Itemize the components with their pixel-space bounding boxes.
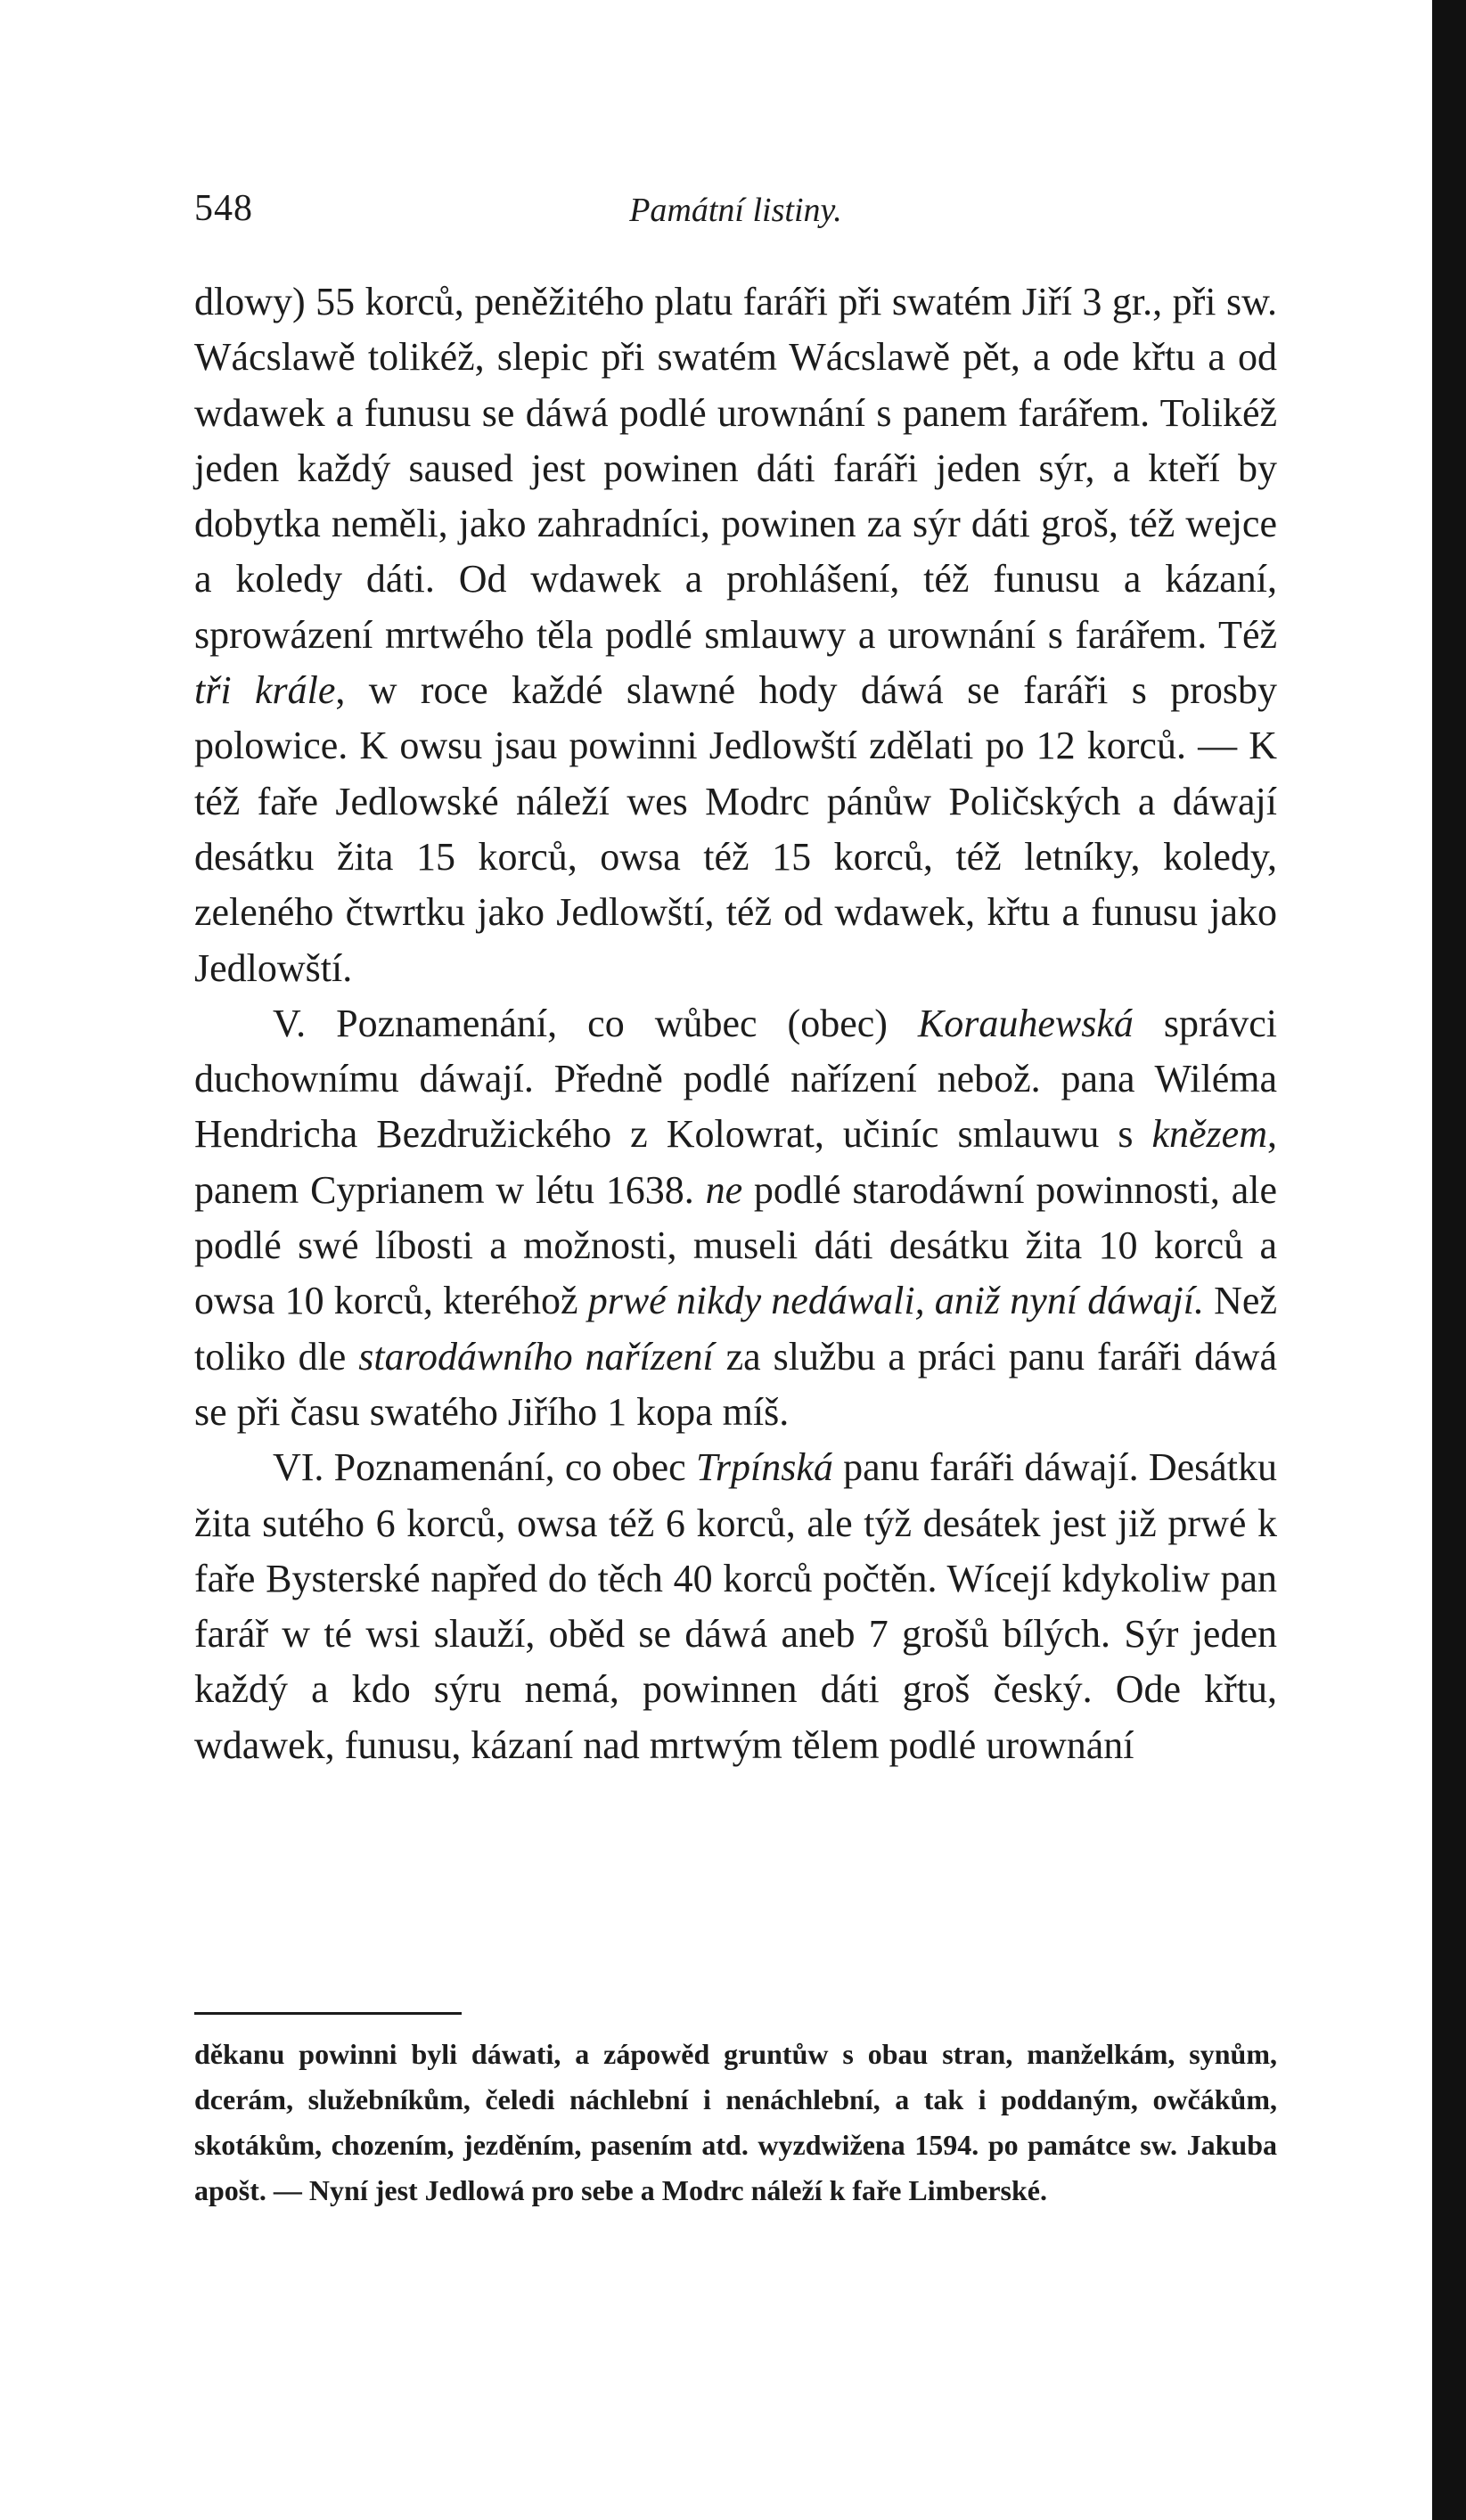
text-run: panu faráři dáwají. Desátku žita sutého 6 korců, owsa též 6 korců, ale týž desátek jest již prwé k faře Bysterské napřed do těch 40 korců počtěn. Wícejí kdykoliw pan farář w té wsi slauží, oběd se dáwá aneb 7 grošů bílých. Sýr jeden každý a kdo sýru nemá, powinnen dáti groš český. Ode křtu, wdawek, funusu, kázaní nad mrtwým tělem podlé urownání — [194, 1445, 1277, 1767]
text-run: V. Poznamenání, co wůbec (obec) — [273, 1001, 918, 1045]
text-run: za službu a práci panu faráři dáwá se při času swatého Jiřího 1 kopa míš. — [194, 1334, 1277, 1434]
text-run: , panem Cyprianem w létu 1638. — [194, 1112, 1277, 1212]
footnote-text: děkanu powinni byli dáwati, a zápowěd gruntůw s obau stran, manželkám, synům, dcerám, služebníkům, čeledi náchlební i nenáchlební, a tak i poddaným, owčákům, skotákům, chozením, jezděním, pasením atd. wyzdwižena 1594. po památce sw. Jakuba apošt. — Nyní jest Jedlowá pro sebe a Modrc náleží k faře Limberské. — [194, 2038, 1277, 2206]
italic-text-run: prwé nikdy nedáwali, aniž nyní dáwají. — [587, 1279, 1204, 1323]
italic-text-run: starodáwního nařízení — [358, 1334, 714, 1379]
footnote-rule — [194, 2012, 462, 2015]
italic-text-run: ne — [705, 1167, 743, 1212]
text-run: podlé starodáwní powinnosti, ale podlé swé líbosti a možnosti, museli dáti desátku žita 10 korců a owsa 10 korců, kteréhož — [194, 1167, 1277, 1323]
running-title: Památní listiny. — [629, 192, 842, 229]
page-edge — [1432, 0, 1466, 2520]
italic-text-run: Korauhewská — [917, 1001, 1134, 1045]
text-run: Než toliko dle — [194, 1279, 1277, 1379]
text-run: správci duchownímu dáwají. Předně podlé nařízení nebož. pana Wiléma Hendricha Bezdružického z Kolowrat, učiníc smlauwu s — [194, 1001, 1277, 1157]
text-run: , w roce každé slawné hody dáwá se faráři s prosby polowice. K owsu jsau powinni Jedlowští zdělati po 12 korců. — K též faře Jedlowské náleží wes Modrc pánůw Poličských a dáwají desátku žita 15 korců, owsa též 15 korců, též letníky, koledy, zeleného čtwrtku jako Jedlowští, též od wdawek, křtu a funusu jako Jedlowští. — [194, 668, 1277, 990]
italic-text-run: Trpínská — [695, 1445, 833, 1490]
text-run: VI. Poznamenání, co obec — [273, 1445, 696, 1490]
paragraph-2 — [194, 996, 1277, 1440]
italic-text-run: knězem — [1151, 1112, 1267, 1157]
italic-text-run: tři krále — [194, 668, 336, 713]
footnote — [194, 2032, 1277, 2213]
page-number: 548 — [194, 188, 253, 229]
text-run: dlowy) 55 korců, peněžitého platu faráři při swatém Jiří 3 gr., při sw. Wácslawě tolikéž, slepic při swatém Wácslawě pět, a ode křtu a od wdawek a funusu se dáwá podlé urownání s panem farářem. Tolikéž jeden každý saused jest powinen dáti faráři jeden sýr, a kteří by dobytka neměli, jako zahradníci, powinen za sýr dáti groš, též wejce a koledy dáti. Od wdawek a prohlášení, též funusu a kázaní, sprowázení mrtwého těla podlé smlauwy a urownání s farářem. Též — [194, 280, 1277, 657]
page-header — [194, 187, 1277, 241]
paragraph-3 — [194, 1440, 1277, 1773]
paragraph-1 — [194, 274, 1277, 996]
body-text — [194, 274, 1277, 1773]
